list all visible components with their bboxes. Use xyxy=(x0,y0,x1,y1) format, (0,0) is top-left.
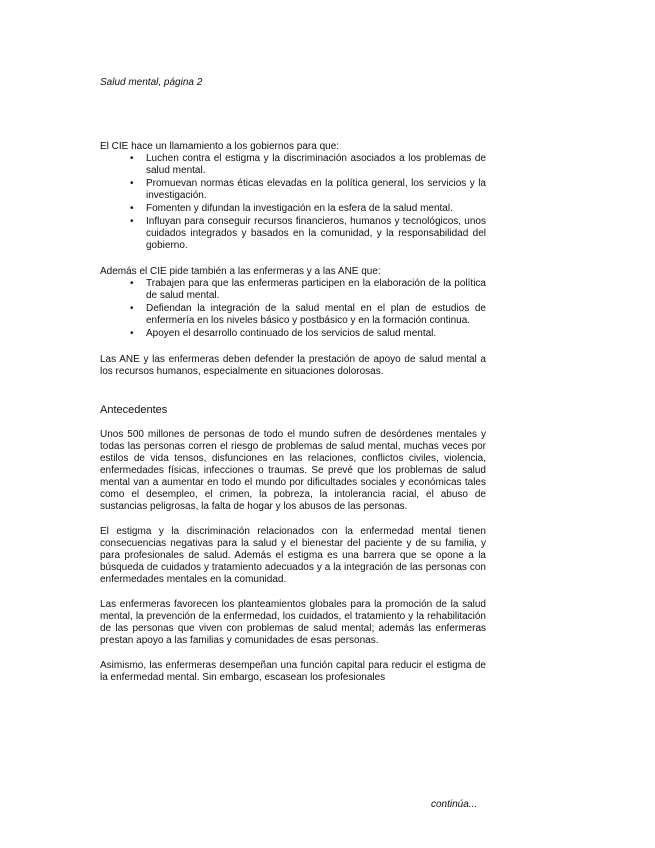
bullet-icon: • xyxy=(130,203,134,214)
bullet-icon: • xyxy=(130,178,134,189)
section1-list xyxy=(100,153,486,252)
list-item: • Fomenten y difundan la investigación en la esfera de la salud mental. xyxy=(130,203,453,214)
list-item: • Trabajen para que las enfermeras participen en la elaboración de la política de salud mental. xyxy=(130,278,486,301)
background-paragraph-4: Asimismo, las enfermeras desempeñan una función capital para reducir el estigma de la enfermedad mental. Sin embargo, escasean los profesionales xyxy=(100,660,486,683)
bullet-icon: • xyxy=(130,328,134,339)
list-item: • Defiendan la integración de la salud mental en el plan de estudios de enfermería en los niveles básico y postbásico y en la formación continua. xyxy=(130,303,486,326)
running-header: Salud mental, página 2 xyxy=(100,77,203,88)
continued-label: continúa... xyxy=(431,799,478,810)
bullet-icon: • xyxy=(130,216,134,227)
background-paragraph-2: El estigma y la discriminación relacionados con la enfermedad mental tienen consecuencias negativas para la salud y el bienestar del paciente y de su familia, y para profesionales de salud. Además el estigma es una barrera que se opone a la búsqueda de cuidados y tratamiento adecuados y a la integración de las personas con enfermedades mentales en la comunidad. xyxy=(100,526,486,585)
list-item: • Promuevan normas éticas elevadas en la política general, los servicios y la investigación. xyxy=(130,178,486,201)
background-paragraph-1: Unos 500 millones de personas de todo el mundo sufren de desórdenes mentales y todas las personas corren el riesgo de problemas de salud mental, muchas veces por estilos de vida tensos, disfunciones en las relaciones, conflictos civiles, violencia, enfermedades físicas, infecciones o traumas. Se prevé que los problemas de salud mental van a aumentar en todo el mundo por dificultades sociales y económicas tales como el desempleo, el crimen, la pobreza, la intolerancia racial, el abuso de sustancias peligrosas, la falta de hogar y los abusos de las personas. xyxy=(100,429,486,512)
bullet-icon: • xyxy=(130,303,134,314)
section-heading: Antecedentes xyxy=(100,404,168,416)
background-paragraph-3: Las enfermeras favorecen los planteamientos globales para la promoción de la salud mental, la prevención de la enfermedad, los cuidados, el tratamiento y la rehabilitación de las personas que viven con problemas de salud mental; además las enfermeras prestan apoyo a las familias y comunidades de esas personas. xyxy=(100,599,486,646)
closing-paragraph: Las ANE y las enfermeras deben defender la prestación de apoyo de salud mental a los recursos humanos, especialmente en situaciones dolorosas. xyxy=(100,354,486,377)
list-item: • Luchen contra el estigma y la discriminación asociados a los problemas de salud mental. xyxy=(130,153,486,176)
section1-intro: El CIE hace un llamamiento a los gobiernos para que: xyxy=(100,141,340,152)
bullet-icon: • xyxy=(130,153,134,164)
section2-list xyxy=(100,278,486,340)
section2-intro: Además el CIE pide también a las enfermeras y a las ANE que: xyxy=(100,266,381,277)
list-item: • Apoyen el desarrollo continuado de los servicios de salud mental. xyxy=(130,328,437,339)
list-item: • Influyan para conseguir recursos financieros, humanos y tecnológicos, unos cuidados integrados y basados en la comunidad, y la responsabilidad del gobierno. xyxy=(130,216,486,251)
body-content xyxy=(100,141,486,684)
bullet-icon: • xyxy=(130,278,134,289)
